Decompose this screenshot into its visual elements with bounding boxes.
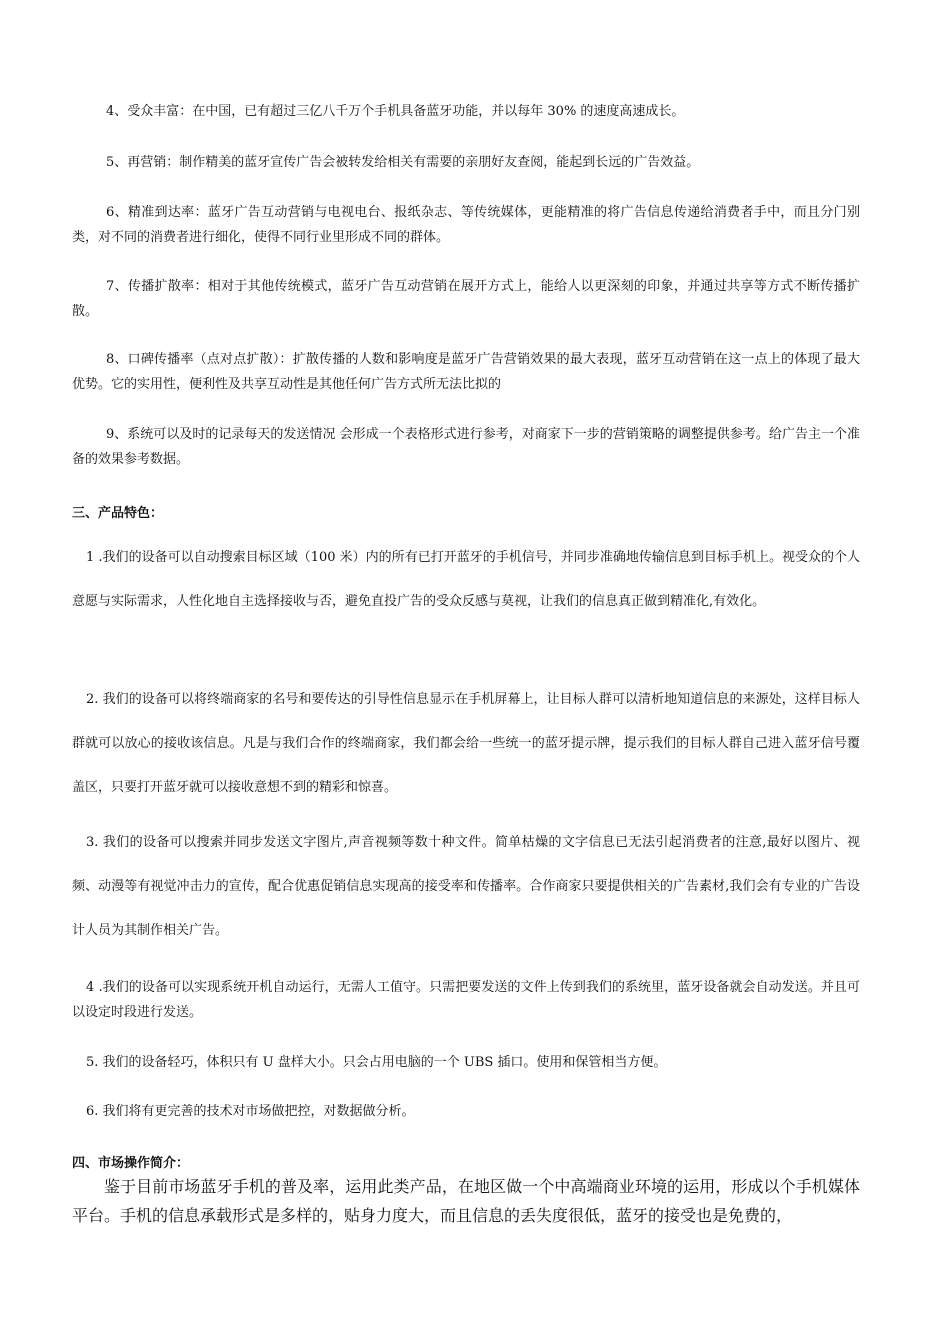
list-item-9: 9、系统可以及时的记录每天的发送情况 会形成一个表格形式进行参考，对商家下一步的营销策略的调整提供参考。给广告主一个准备的效果参考数据。 [72, 427, 860, 467]
feature-item-6: 6. 我们将有更完善的技术对市场做把控，对数据做分析。 [86, 1104, 415, 1119]
feature-item-5: 5. 我们的设备轻巧，体积只有 U 盘样大小。只会占用电脑的一个 UBS 插口。使用和保管相当方便。 [86, 1055, 667, 1070]
feature-item-1: 1 .我们的设备可以自动搜索目标区域（100 米）内的所有已打开蓝牙的手机信号，并同步准确地传输信息到目标手机上。视受众的个人意愿与实际需求，人性化地自主选择接收与否，避免直投广告的受众反感与莫视，让我们的信息真正做到精准化,有效化。 [72, 550, 860, 609]
market-operation-body: 鉴于目前市场蓝牙手机的普及率，运用此类产品，在地区做一个中高端商业环境的运用，形成以个手机媒体平台。手机的信息承载形式是多样的，贴身力度大，而且信息的丢失度很低，蓝牙的接受也是免费的， [72, 1177, 860, 1225]
list-item-6: 6、精准到达率：蓝牙广告互动营销与电视电台、报纸杂志、等传统媒体，更能精准的将广告信息传递给消费者手中，而且分门别类，对不同的消费者进行细化，使得不同行业里形成不同的群体。 [72, 205, 860, 245]
feature-item-4: 4 .我们的设备可以实现系统开机自动运行，无需人工值守。只需把要发送的文件上传到我们的系统里，蓝牙设备就会自动发送。并且可以设定时段进行发送。 [72, 980, 860, 1020]
list-item-7: 7、传播扩散率：相对于其他传统模式，蓝牙广告互动营销在展开方式上，能给人以更深刻的印象，并通过共享等方式不断传播扩散。 [72, 279, 860, 319]
section-heading-market-operation: 四、市场操作简介： [72, 1156, 190, 1171]
feature-item-2: 2. 我们的设备可以将终端商家的名号和要传达的引导性信息显示在手机屏幕上，让目标人群可以清析地知道信息的来源处，这样目标人群就可以放心的接收该信息。凡是与我们合作的终端商家，我们都会给一些统一的蓝牙提示牌，提示我们的目标人群自己进入蓝牙信号覆盖区，只要打开蓝牙就可以接收意想不到的精彩和惊喜。 [72, 692, 860, 795]
section-heading-product-features: 三、产品特色： [72, 506, 164, 521]
list-item-8: 8、口碑传播率（点对点扩散）：扩散传播的人数和影响度是蓝牙广告营销效果的最大表现，蓝牙互动营销在这一点上的体现了最大优势。它的实用性，便利性及共享互动性是其他任何广告方式所无法比拟的 [72, 352, 860, 392]
list-item-4: 4、受众丰富：在中国，已有超过三亿八千万个手机具备蓝牙功能，并以每年 30% 的速度高速成长。 [106, 104, 685, 119]
feature-item-3: 3. 我们的设备可以搜索并同步发送文字图片,声音视频等数十种文件。简单枯燥的文字信息已无法引起消费者的注意,最好以图片、视频、动漫等有视觉冲击力的宣传，配合优惠促销信息实现高的接受率和传播率。合作商家只要提供相关的广告素材,我们会有专业的广告设计人员为其制作相关广告。 [72, 835, 860, 938]
list-item-5: 5、再营销：制作精美的蓝牙宣传广告会被转发给相关有需要的亲朋好友查阅，能起到长远的广告效益。 [106, 155, 700, 170]
